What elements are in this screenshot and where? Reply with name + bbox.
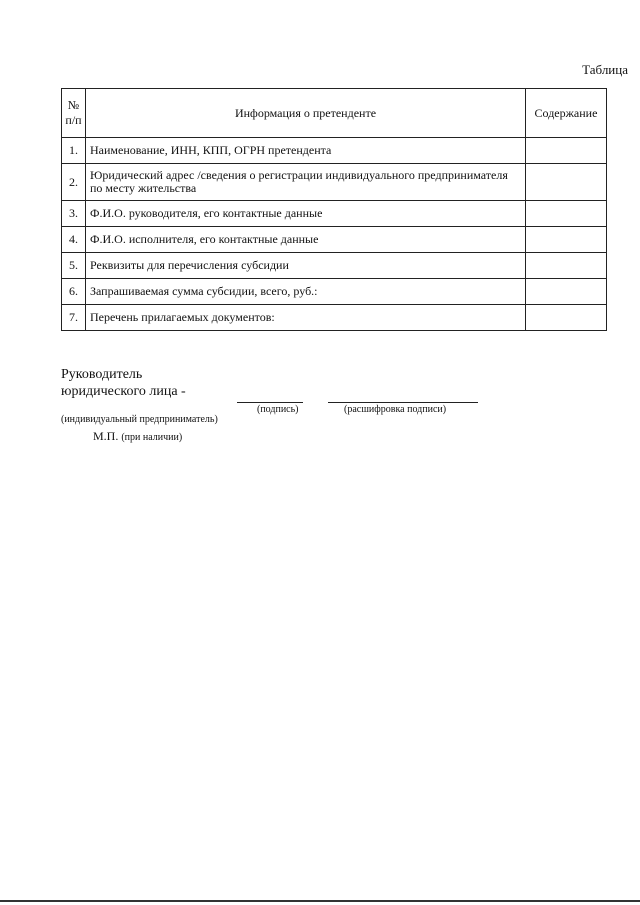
row-num: 6.	[62, 279, 86, 305]
signature-decode-label: (расшифровка подписи)	[344, 404, 447, 415]
stamp-note: (при наличии)	[121, 432, 183, 443]
row-text: Запрашиваемая сумма субсидии, всего, руб.:	[86, 279, 526, 305]
signature-line	[237, 402, 303, 403]
row-value	[526, 279, 607, 305]
header-num: № п/п	[62, 89, 86, 138]
table-caption: Таблица	[582, 62, 628, 77]
stamp-place	[93, 429, 182, 444]
row-num: 5.	[62, 253, 86, 279]
page-bottom-edge	[0, 900, 640, 902]
row-value	[526, 138, 607, 164]
head-title-line1: Руководитель	[61, 367, 143, 382]
row-value	[526, 201, 607, 227]
row-num: 7.	[62, 305, 86, 331]
row-text: Ф.И.О. руководителя, его контактные данные	[86, 201, 526, 227]
table-row	[62, 305, 607, 331]
row-num: 1.	[62, 138, 86, 164]
row-text: Перечень прилагаемых документов:	[86, 305, 526, 331]
applicant-info-table	[61, 88, 607, 331]
row-value	[526, 227, 607, 253]
table-row	[62, 138, 607, 164]
row-text: Реквизиты для перечисления субсидии	[86, 253, 526, 279]
signature-decode-line	[328, 402, 478, 403]
stamp-label: М.П.	[93, 429, 119, 443]
row-num: 3.	[62, 201, 86, 227]
head-title-line2: юридического лица -	[61, 384, 186, 399]
row-value	[526, 164, 607, 201]
row-num: 2.	[62, 164, 86, 201]
table-row	[62, 279, 607, 305]
row-num: 4.	[62, 227, 86, 253]
row-text: Юридический адрес /сведения о регистрации индивидуального предпринимателя по месту жительства	[86, 164, 526, 201]
table-header-row	[62, 89, 607, 138]
row-value	[526, 305, 607, 331]
row-value	[526, 253, 607, 279]
table-row	[62, 201, 607, 227]
row-text: Ф.И.О. исполнителя, его контактные данные	[86, 227, 526, 253]
entrepreneur-label: (индивидуальный предприниматель)	[61, 414, 218, 425]
row-text: Наименование, ИНН, КПП, ОГРН претендента	[86, 138, 526, 164]
signature-block	[61, 366, 186, 400]
table-row	[62, 253, 607, 279]
header-info: Информация о претенденте	[86, 89, 526, 138]
table-row	[62, 227, 607, 253]
signature-label: (подпись)	[257, 404, 299, 415]
table-row	[62, 164, 607, 201]
header-content: Содержание	[526, 89, 607, 138]
